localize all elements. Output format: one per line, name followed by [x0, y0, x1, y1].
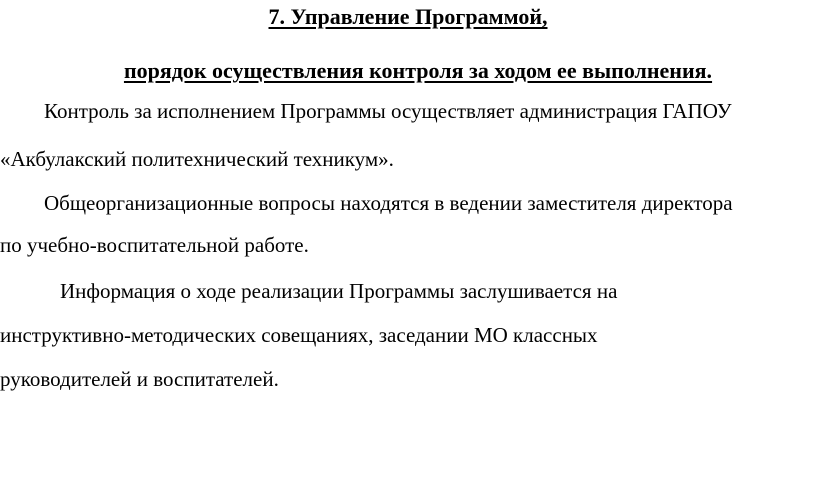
paragraph-3-line-2: инструктивно-методических совещаниях, заседании МО классных: [0, 323, 598, 347]
paragraph-1-line-1: Контроль за исполнением Программы осуществляет администрация ГАПОУ: [44, 99, 732, 123]
paragraph-2-line-2: по учебно-воспитательной работе.: [0, 233, 309, 257]
paragraph-3-line-3: руководителей и воспитателей.: [0, 367, 279, 391]
section-subtitle: порядок осуществления контроля за ходом ее выполнения.: [123, 58, 713, 83]
paragraph-1-line-2: «Акбулакский политехнический техникум».: [0, 147, 394, 171]
paragraph-3-line-1: Информация о ходе реализации Программы заслушивается на: [60, 279, 618, 303]
paragraph-2-line-1: Общеорганизационные вопросы находятся в ведении заместителя директора: [44, 191, 733, 215]
section-title: 7. Управление Программой,: [268, 4, 548, 29]
